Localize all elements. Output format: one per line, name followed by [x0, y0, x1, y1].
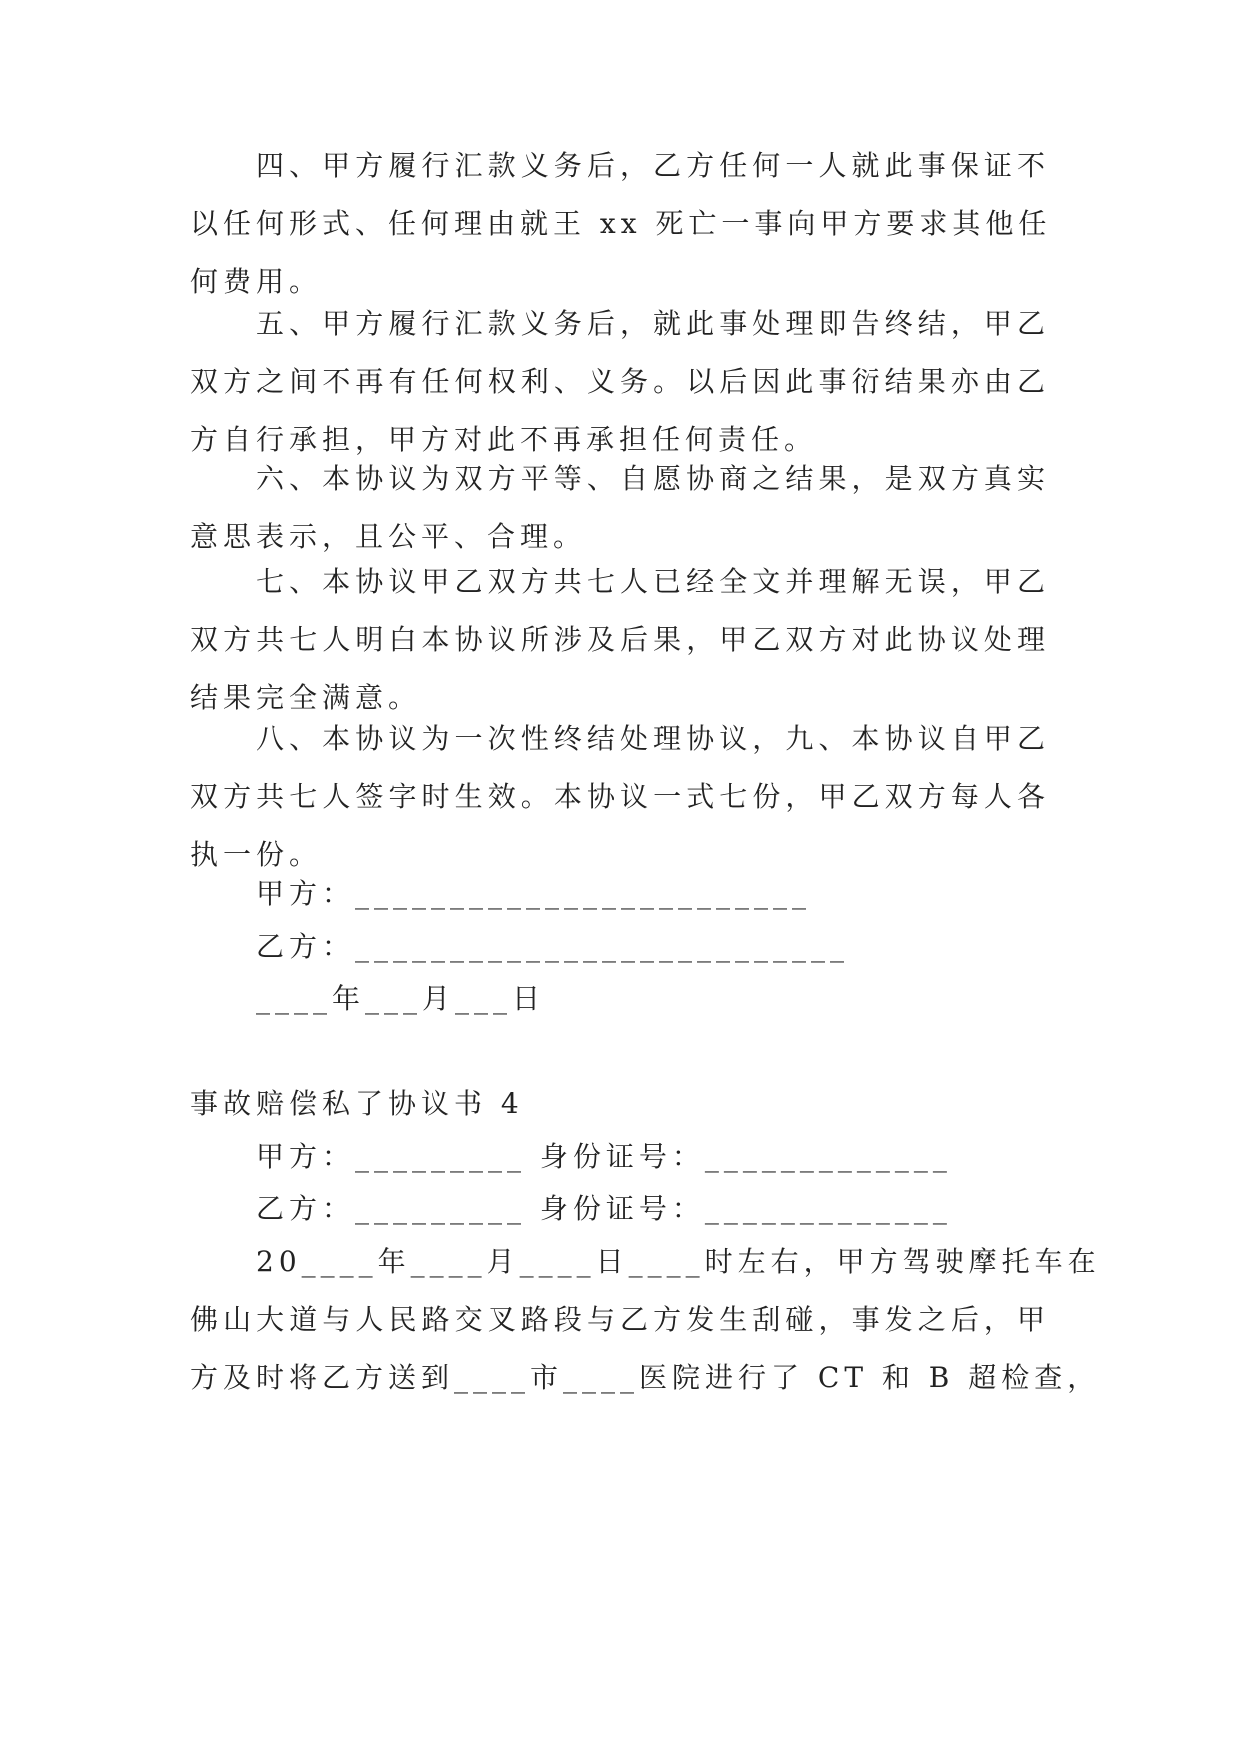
clause-6-line-2: 意思表示，且公平、合理。: [190, 520, 587, 553]
clause-5: [190, 295, 1050, 469]
clause-4-line-2: 以任何形式、任何理由就王 xx 死亡一事向甲方要求其他任: [190, 207, 1052, 240]
section-body-line-2: 佛山大道与人民路交叉路段与乙方发生刮碰，事发之后，甲: [190, 1303, 1050, 1336]
clause-4: [190, 137, 1050, 311]
clause-5-line-2: 双方之间不再有任何权利、义务。以后因此事衍结果亦由乙: [190, 365, 1050, 398]
section-body: [190, 1233, 1101, 1407]
signature-date-line: ____年___月___日: [256, 982, 546, 1015]
clause-5-line-1: 五、甲方履行汇款义务后，就此事处理即告终结，甲乙: [256, 307, 1050, 340]
party-b-signature-line: 乙方：__________________________: [256, 930, 850, 963]
party-a-signature-line: 甲方：________________________: [256, 877, 812, 910]
clause-8-line-2: 双方共七人签字时生效。本协议一式七份，甲乙双方每人各: [190, 780, 1050, 813]
clause-8-line-1: 八、本协议为一次性终结处理协议，九、本协议自甲乙: [256, 722, 1050, 755]
clause-6: [190, 450, 1050, 566]
clause-8: [190, 710, 1050, 884]
clause-6-line-1: 六、本协议为双方平等、自愿协商之结果，是双方真实: [256, 462, 1050, 495]
clause-5-line-3: 方自行承担，甲方对此不再承担任何责任。: [190, 423, 818, 456]
clause-7-line-1: 七、本协议甲乙双方共七人已经全文并理解无误，甲乙: [256, 565, 1050, 598]
clause-4-line-1: 四、甲方履行汇款义务后，乙方任何一人就此事保证不: [256, 149, 1050, 182]
section-body-line-1: 20____年____月____日____时左右，甲方驾驶摩托车在: [256, 1245, 1101, 1278]
section-body-line-3: 方及时将乙方送到____市____医院进行了 CT 和 B 超检查，: [190, 1361, 1101, 1394]
section-title: 事故赔偿私了协议书 4: [190, 1087, 524, 1120]
clause-7-line-2: 双方共七人明白本协议所涉及后果，甲乙双方对此协议处理: [190, 623, 1050, 656]
clause-7: [190, 553, 1050, 727]
clause-7-line-3: 结果完全满意。: [190, 681, 422, 714]
section-party-b-line: 乙方：_________ 身份证号：_____________: [256, 1192, 952, 1225]
clause-8-line-3: 执一份。: [190, 838, 323, 871]
clause-4-line-3: 何费用。: [190, 265, 323, 298]
section-party-a-line: 甲方：_________ 身份证号：_____________: [256, 1140, 952, 1173]
